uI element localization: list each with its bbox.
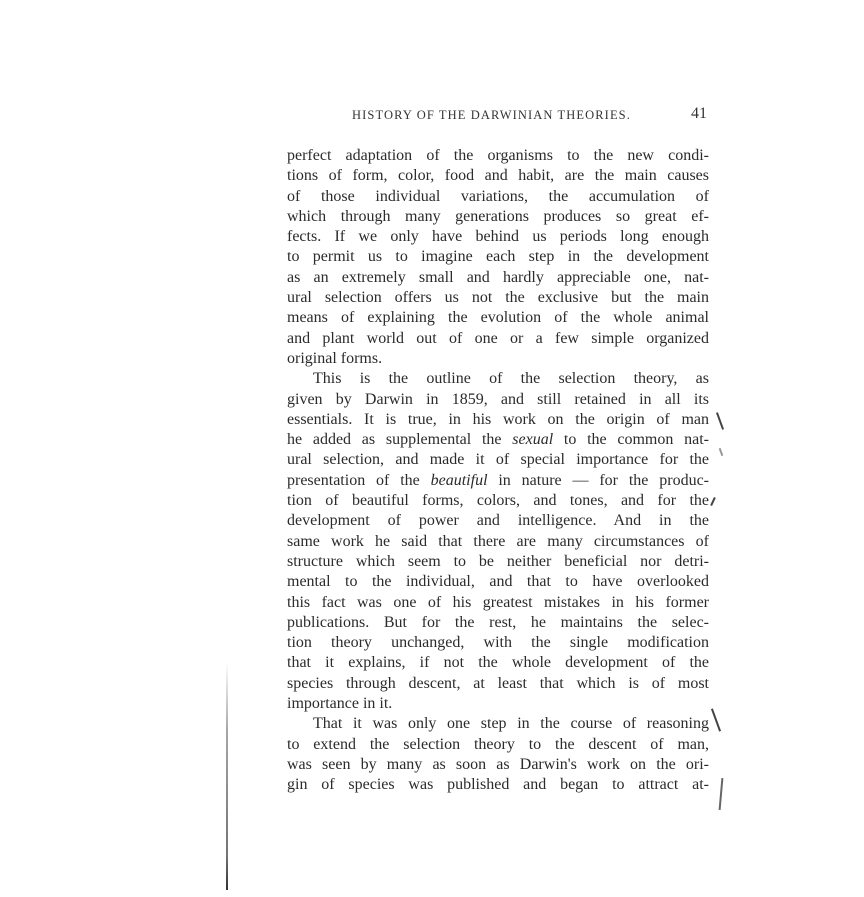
body-text <box>287 146 709 796</box>
text-line: was seen by many as soon as Darwin's work on the ori- <box>287 755 709 773</box>
text-line: to permit us to imagine each step in the development <box>287 248 709 266</box>
text-line: structure which seem to be neither beneficial nor detri- <box>287 552 709 570</box>
text-line: original forms. <box>287 349 383 367</box>
text-line: tions of form, color, food and habit, are the main causes <box>287 167 709 185</box>
text-line: development of power and intelligence. And in the <box>287 512 709 530</box>
text-line: importance in it. <box>287 695 393 713</box>
running-head: HISTORY OF THE DARWINIAN THEORIES. <box>352 108 631 122</box>
text-line: species through descent, at least that which is of most <box>287 674 709 692</box>
text-line: as an extremely small and hardly appreciable one, nat- <box>287 268 709 286</box>
page-number: 41 <box>691 105 707 122</box>
text-line: gin of species was published and began to attract at- <box>287 776 709 794</box>
italic-term: beautiful <box>430 471 488 489</box>
pencil-mark <box>716 412 724 430</box>
pencil-mark <box>711 708 721 731</box>
text-line: this fact was one of his greatest mistakes in his former <box>287 593 709 611</box>
paragraph-start: This is the outline of the selection theory, as <box>313 370 709 388</box>
italic-term: sexual <box>512 431 554 449</box>
pencil-mark <box>710 497 716 506</box>
text-line <box>287 471 709 491</box>
text-line: essentials. It is true, in his work on the origin of man <box>287 410 709 428</box>
text-run: presentation of the <box>287 471 431 489</box>
text-line: tion of beautiful forms, colors, and tones, and for the <box>287 492 709 510</box>
text-line: perfect adaptation of the organisms to the new condi- <box>287 147 709 164</box>
text-line: fects. If we only have behind us periods long enough <box>287 228 709 246</box>
text-line: same work he said that there are many circumstances of <box>287 532 709 550</box>
text-run: to the common nat- <box>553 431 710 449</box>
text-line: to extend the selection theory to the descent of man, <box>287 735 709 753</box>
text-line: which through many generations produces so great ef- <box>287 207 709 225</box>
pencil-mark <box>719 448 724 456</box>
pencil-mark <box>719 778 724 810</box>
text-line: mental to the individual, and that to have overlooked <box>287 573 709 591</box>
text-line: that it explains, if not the whole development of the <box>287 654 709 672</box>
paragraph-start: That it was only one step in the course of reasoning <box>313 715 709 733</box>
text-line <box>287 430 709 450</box>
text-line: ural selection, and made it of special importance for the <box>287 451 709 469</box>
text-line: and plant world out of one or a few simple organized <box>287 329 709 347</box>
scan-edge-shadow <box>226 662 228 890</box>
text-line: ural selection offers us not the exclusive but the main <box>287 289 709 307</box>
text-run: he added as supplemental the <box>287 431 513 449</box>
text-line: publications. But for the rest, he maintains the selec- <box>287 613 709 631</box>
text-line: given by Darwin in 1859, and still retained in all its <box>287 390 709 408</box>
text-line: means of explaining the evolution of the whole animal <box>287 309 709 327</box>
text-line: of those individual variations, the accumulation of <box>287 187 709 205</box>
text-run: in nature — for the produc- <box>487 471 709 489</box>
text-line: tion theory unchanged, with the single modification <box>287 634 709 652</box>
